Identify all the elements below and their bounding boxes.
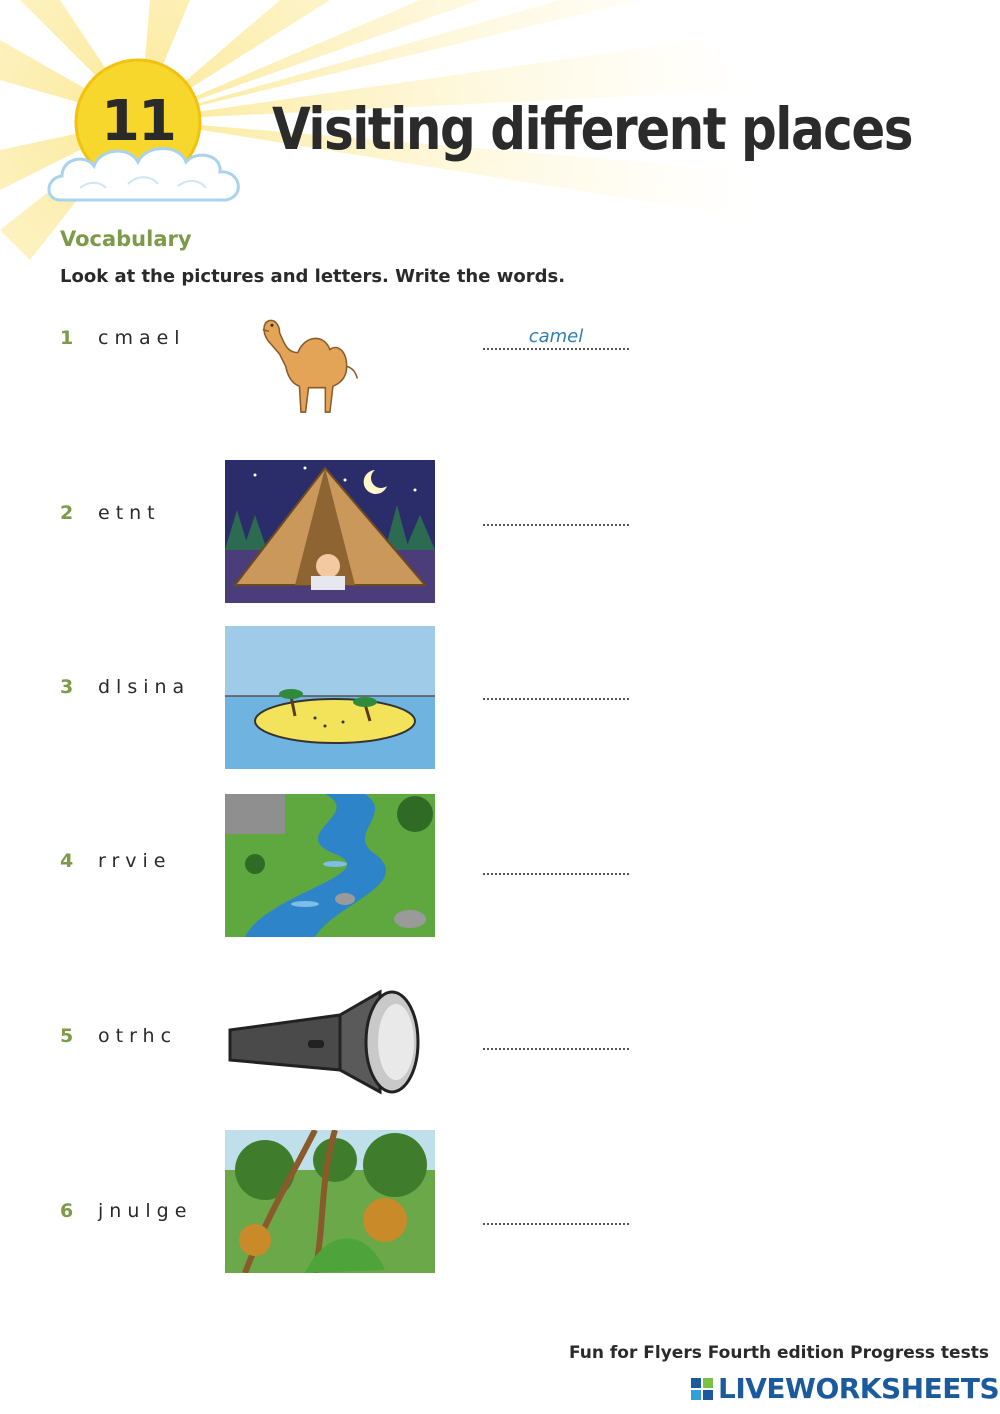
footer-credit: Fun for Flyers Fourth edition Progress tests <box>569 1343 989 1363</box>
liveworksheets-logo-icon <box>690 1377 714 1401</box>
river-picture <box>225 794 435 937</box>
item-number: 6 <box>60 1200 74 1222</box>
tent-picture <box>225 460 435 603</box>
torch-picture <box>215 970 435 1113</box>
item-number: 1 <box>60 327 74 349</box>
item-number: 2 <box>60 502 74 524</box>
answer-field[interactable] <box>483 500 629 526</box>
scrambled-letters: rrvie <box>98 850 172 872</box>
item-number: 3 <box>60 676 74 698</box>
scrambled-letters: etnt <box>98 502 161 524</box>
island-picture <box>225 626 435 769</box>
brand-name: LIVEWORKSHEETS <box>718 1372 1000 1405</box>
instructions: Look at the pictures and letters. Write the words. <box>60 266 566 287</box>
answer-field[interactable] <box>483 1024 629 1050</box>
scrambled-letters: otrhc <box>98 1025 178 1047</box>
jungle-picture <box>225 1130 435 1273</box>
answer-field[interactable] <box>483 674 629 700</box>
brand-logo[interactable] <box>690 1372 999 1405</box>
camel-picture <box>240 300 400 435</box>
scrambled-letters: jnulge <box>98 1200 193 1222</box>
unit-number: 11 <box>101 88 175 154</box>
item-number: 4 <box>60 850 74 872</box>
page-title: Visiting different places <box>272 96 912 163</box>
scrambled-letters: dlsina <box>98 676 191 698</box>
scrambled-letters: cmael <box>98 327 186 349</box>
answer-field[interactable] <box>483 849 629 875</box>
item-number: 5 <box>60 1025 74 1047</box>
answer-field[interactable] <box>483 324 629 350</box>
section-heading: Vocabulary <box>60 227 192 251</box>
answer-field[interactable] <box>483 1199 629 1225</box>
